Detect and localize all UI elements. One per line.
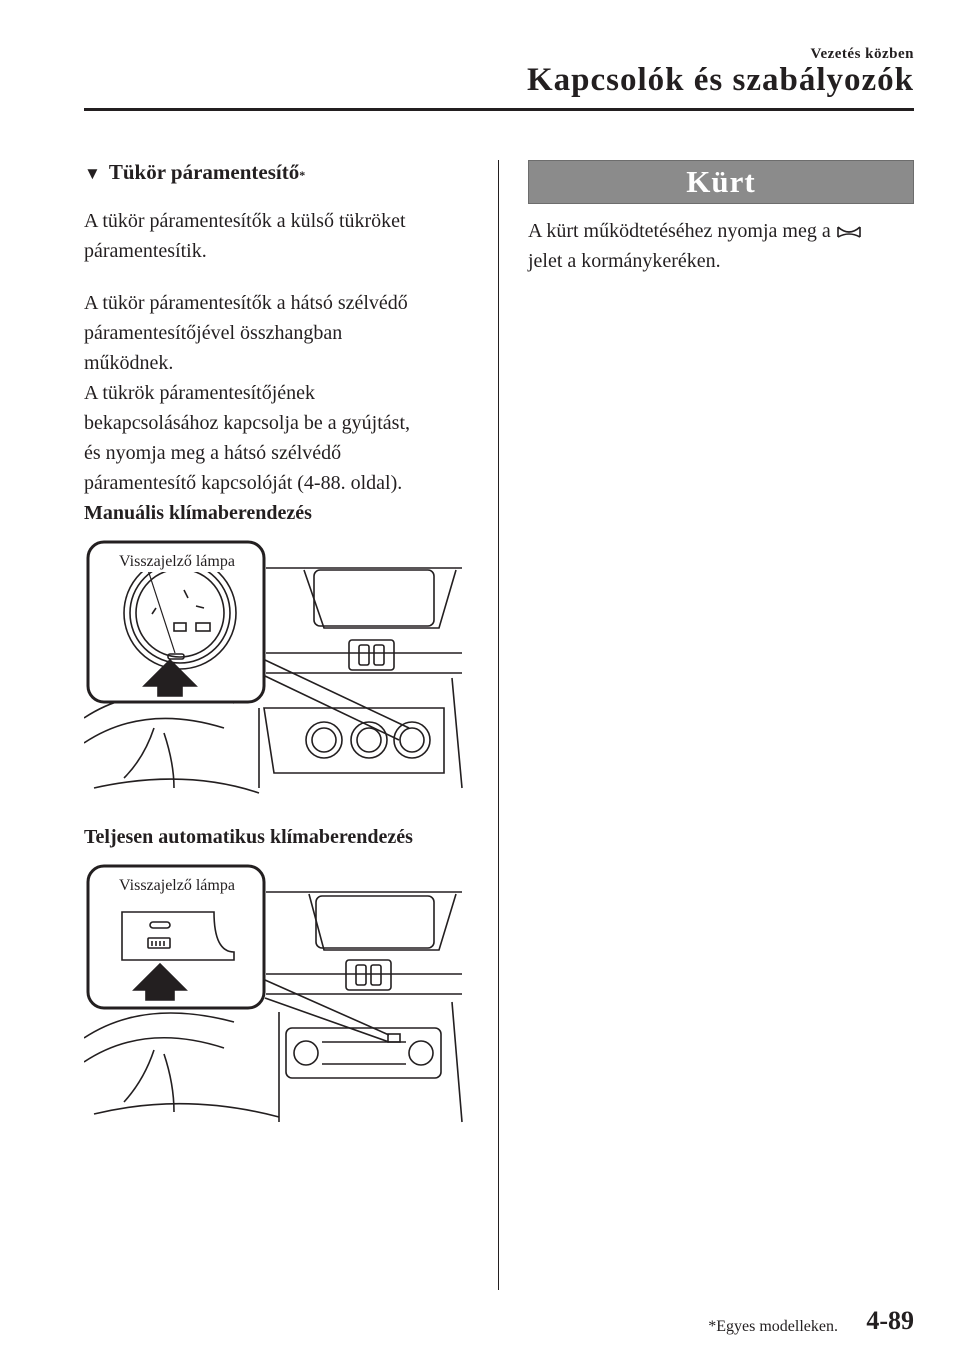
running-header-chapter: Kapcsolók és szabályozók <box>526 62 914 98</box>
figure-1-title: Manuális klímaberendezés <box>84 502 312 524</box>
paragraph-2: A tükör páramentesítők a hátsó szélvédő páramentesítőjével összhangban működnek. A tükrök páramentesítőjének bekapcsolásához kapcsolja be a gyújtást, és nyomja meg a hátsó szélvédő páramentesítő kapcsolóját (4-88. oldal). <box>84 292 410 494</box>
triangle-marker-icon: ▼ <box>84 164 101 183</box>
figure-2-callout: Visszajelző lámpa <box>119 877 235 894</box>
paragraph-1: A tükör páramentesítők a külső tükröket páramentesítik. <box>84 210 406 262</box>
manual-climate-figure <box>84 528 468 818</box>
page-number: 4-89 <box>866 1306 914 1335</box>
column-divider <box>498 160 499 1290</box>
running-header-section: Vezetés közben <box>810 46 914 62</box>
figure-1-callout: Visszajelző lámpa <box>119 553 235 570</box>
subheading <box>84 160 468 190</box>
figure-2-title: Teljesen automatikus klímaberendezés <box>84 826 413 848</box>
footnote-mark: * <box>299 168 306 182</box>
automatic-climate-figure <box>84 852 468 1142</box>
right-column <box>528 160 914 276</box>
horn-paragraph: A kürt működtetéséhez nyomja meg a jelet a kormánykeréken. <box>528 216 914 276</box>
horn-icon <box>836 225 862 239</box>
subheading-text: Tükör páramentesítő <box>108 160 300 184</box>
section-title-band: Kürt <box>528 160 914 204</box>
left-column <box>84 160 468 1142</box>
footnote: *Egyes modelleken. <box>708 1318 838 1335</box>
header-rule <box>84 108 914 111</box>
